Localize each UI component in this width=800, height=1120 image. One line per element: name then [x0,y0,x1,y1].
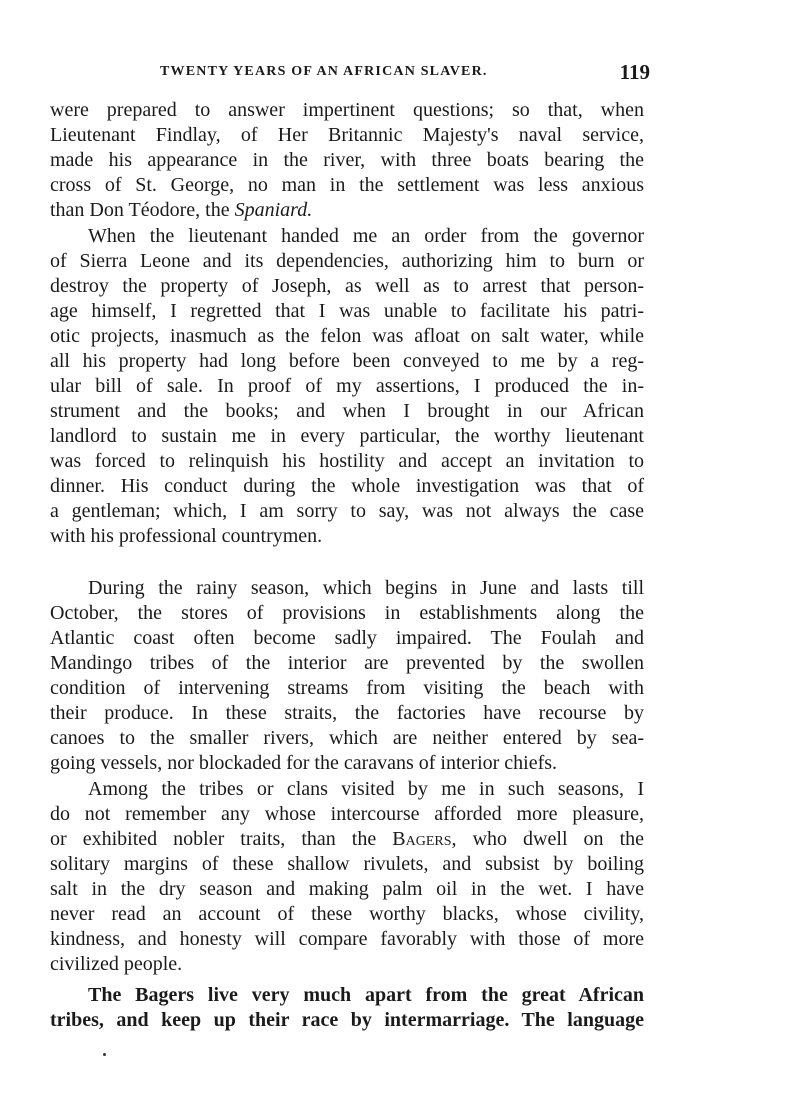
text-line: strument and the books; and when I brought in our African [50,400,644,422]
text-line: going vessels, nor blockaded for the caravans of interior chiefs. [50,752,558,774]
text-line: of Sierra Leone and its dependencies, authorizing him to burn or [50,250,644,272]
text-line: The Bagers live very much apart from the great African [88,984,644,1006]
text-line: civilized people. [50,953,183,975]
text-line: all his property had long before been conveyed to me by a reg- [50,350,644,372]
text-line: tribes, and keep up their race by intermarriage. The language [50,1009,644,1031]
text-line: otic projects, inasmuch as the felon was afloat on salt water, while [50,325,644,347]
text-line: Lieutenant Findlay, of Her Britannic Majesty's naval service, [50,124,644,146]
text-line: were prepared to answer impertinent questions; so that, when [50,99,644,121]
text-segment: who dwell on the [472,828,645,850]
text-line: destroy the property of Joseph, as well as to arrest that person- [50,275,644,297]
page-number: 119 [619,60,650,84]
text-line: During the rainy season, which begins in June and lasts till [88,577,644,599]
text-line: never read an account of these worthy blacks, whose civility, [50,903,644,925]
running-title: TWENTY YEARS OF AN AFRICAN SLAVER. [160,64,488,79]
text-line: Atlantic coast often become sadly impaired. The Foulah and [50,627,644,649]
text-line: a gentleman; which, I am sorry to say, was not always the case [50,500,644,522]
text-line: Mandingo tribes of the interior are prevented by the swollen [50,652,644,674]
text-line: with his professional countrymen. [50,525,323,547]
text-line: landlord to sustain me in every particular, the worthy lieutenant [50,425,644,447]
text-segment: than Don Téodore, the [50,199,230,221]
text-line: cross of St. George, no man in the settlement was less anxious [50,174,644,196]
text-line [50,198,644,223]
text-line: age himself, I regretted that I was unable to facilitate his patri- [50,300,644,322]
text-line: dinner. His conduct during the whole investigation was that of [50,475,644,497]
text-line: October, the stores of provisions in establishments along the [50,602,644,624]
text-line: condition of intervening streams from visiting the beach with [50,677,644,699]
text-line: made his appearance in the river, with three boats bearing the [50,149,644,171]
text-segment: or exhibited nobler traits, than the [50,828,377,850]
text-line: salt in the dry season and making palm oil in the wet. I have [50,878,644,900]
text-line [50,827,644,852]
smallcaps-word: Bagers, [392,828,457,850]
page-header [160,62,650,86]
text-line: solitary margins of these shallow rivulets, and subsist by boiling [50,853,644,875]
text-line: ular bill of sale. In proof of my assertions, I produced the in- [50,375,644,397]
italic-word: Spaniard. [234,199,313,221]
text-line: was forced to relinquish his hostility and accept an invitation to [50,450,644,472]
text-line: canoes to the smaller rivers, which are neither entered by sea- [50,727,644,749]
text-line: do not remember any whose intercourse afforded more pleasure, [50,803,644,825]
text-line: kindness, and honesty will compare favorably with those of more [50,928,644,950]
text-line: their produce. In these straits, the factories have recourse by [50,702,644,724]
text-line: Among the tribes or clans visited by me in such seasons, I [88,778,644,800]
text-line: When the lieutenant handed me an order from the governor [88,225,644,247]
ink-speck [103,1053,106,1056]
